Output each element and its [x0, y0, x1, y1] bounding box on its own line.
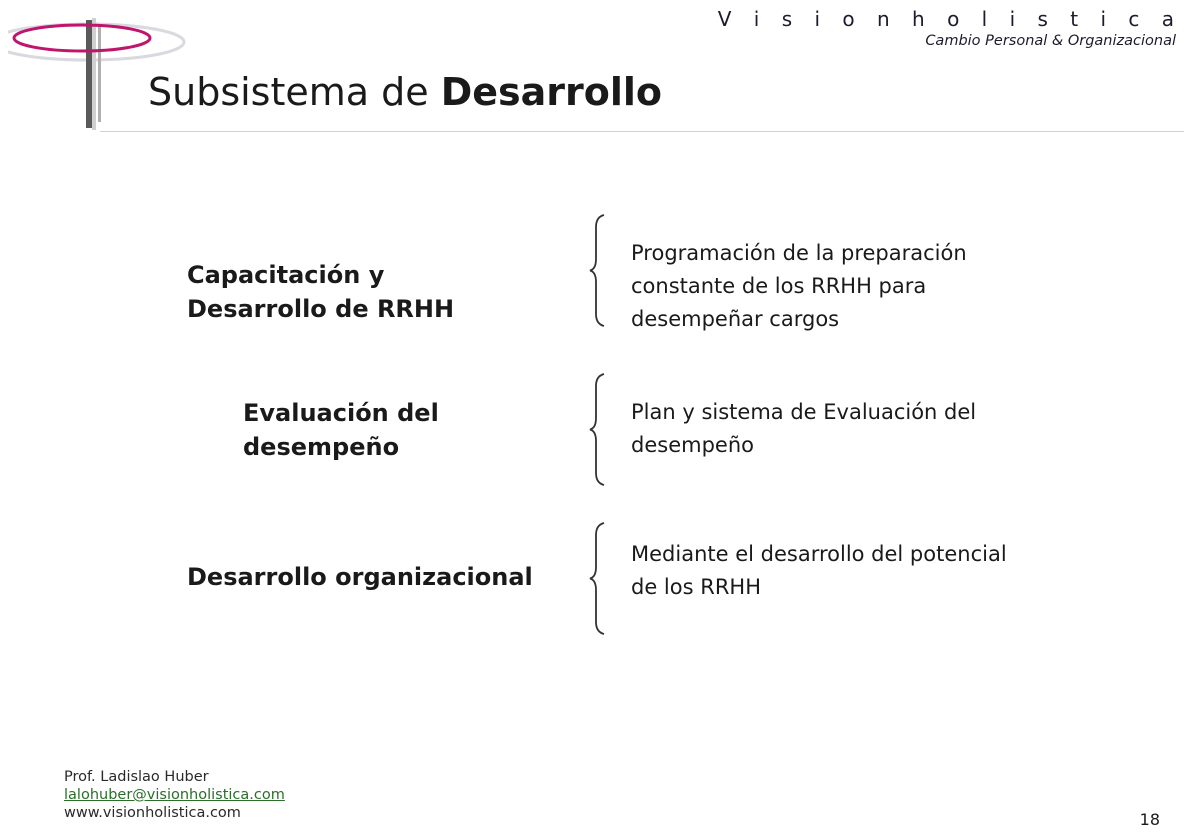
curly-brace-icon: [588, 372, 608, 487]
author-name: Prof. Ladislao Huber: [64, 769, 209, 785]
title-regular: Subsistema de: [148, 70, 441, 114]
term-desarrollo-organizacional: Desarrollo organizacional: [187, 563, 533, 591]
page-number: 18: [1139, 810, 1160, 829]
brand-header: [717, 6, 1182, 50]
brand-tagline: Cambio Personal & Organizacional: [925, 33, 1176, 49]
website-text: www.visionholistica.com: [64, 805, 241, 821]
page-title: [148, 70, 662, 114]
term-capacitacion: Capacitación y Desarrollo de RRHH: [187, 261, 455, 323]
description-capacitacion: Programación de la preparación constante de los RRHH para desempeñar cargos: [631, 241, 967, 331]
email-link[interactable]: lalohuber@visionholistica.com: [64, 787, 285, 803]
header-divider: [100, 131, 1184, 132]
brand-name: V i s i o n h o l i s t i c a: [717, 7, 1182, 31]
footer-contact: [64, 768, 285, 822]
description-evaluacion: Plan y sistema de Evaluación del desempeño: [631, 400, 977, 457]
term-evaluacion: Evaluación del desempeño: [243, 399, 439, 461]
title-bold: Desarrollo: [440, 70, 663, 114]
description-desarrollo-organizacional: Mediante el desarrollo del potencial de los RRHH: [631, 542, 1007, 599]
curly-brace-icon: [588, 521, 608, 636]
curly-brace-icon: [588, 213, 608, 328]
